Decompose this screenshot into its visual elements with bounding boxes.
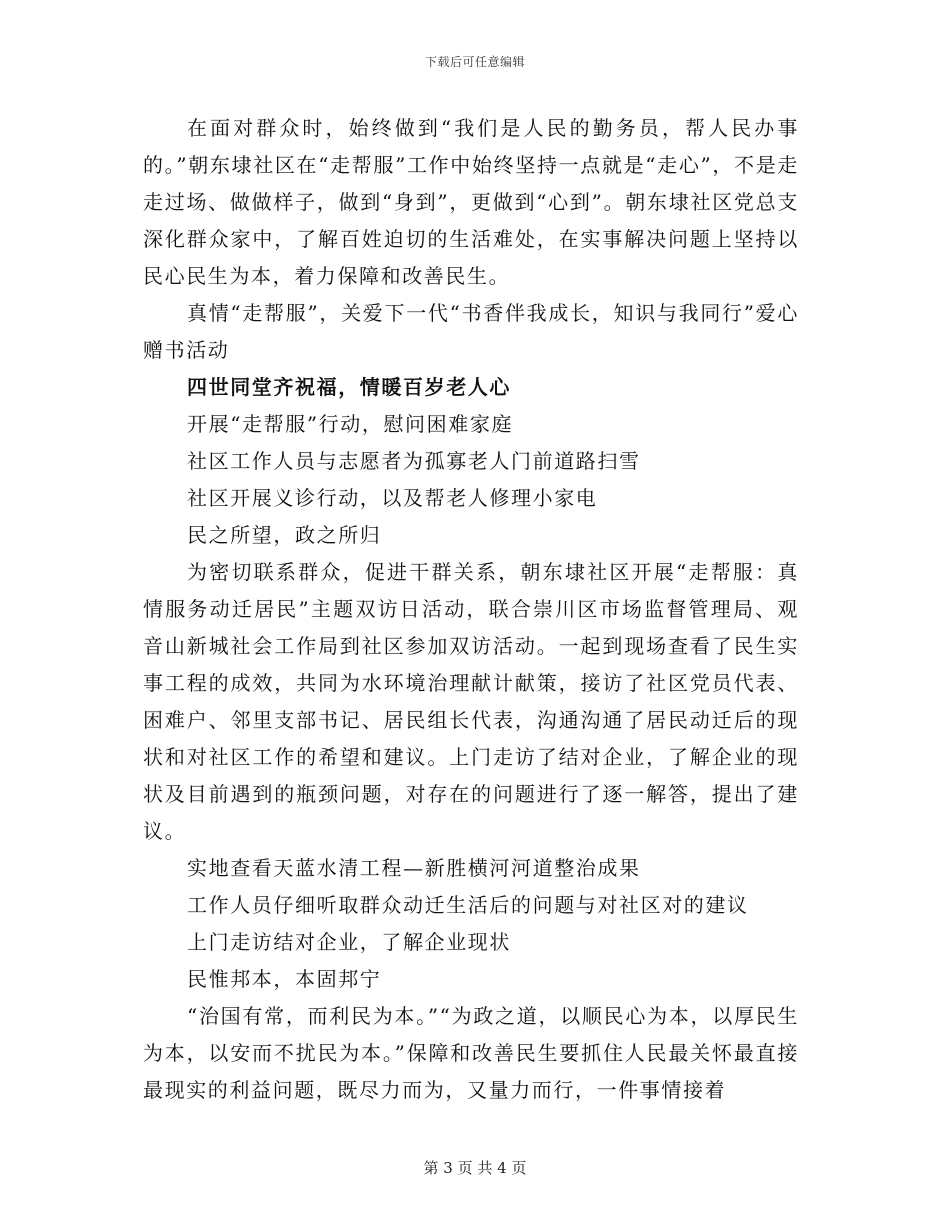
- paragraph: 民惟邦本，本固邦宁: [187, 967, 382, 991]
- paragraph: 社区开展义诊行动，以及帮老人修理小家电: [187, 486, 598, 510]
- paragraph: 民之所望，政之所归: [187, 523, 382, 547]
- page-number-footer: 第 3 页 共 4 页: [423, 1159, 527, 1177]
- paragraph: 在面对群众时，始终做到“我们是人民的勤务员，帮人民办事的。”朝东埭社区在“走帮服”工作中始终坚持一点就是“走心”，不是走走过场、做做样子，做到“身到”，更做到“心到”。朝东埭社区党总支深化群众家中，了解百姓迫切的生活难处，在实事解决问题上坚持以民心民生为本，着力保障和改善民生。: [143, 116, 799, 288]
- paragraph: “治国有常，而利民为本。”“为政之道，以顺民心为本，以厚民生为本，以安而不扰民为本。”保障和改善民生要抓住人民最关怀最直接最现实的利益问题，既尽力而为，又量力而行，一件事情接着: [143, 1004, 799, 1102]
- paragraph: 工作人员仔细听取群众动迁生活后的问题与对社区对的建议: [187, 893, 749, 917]
- section-heading: 四世同堂齐祝福，情暖百岁老人心: [187, 375, 511, 399]
- paragraph: 社区工作人员与志愿者为孤寡老人门前道路扫雪: [187, 449, 641, 473]
- page-header: 下载后可任意编辑: [424, 55, 525, 69]
- paragraph: 真情“走帮服”，关爱下一代“书香伴我成长，知识与我同行”爱心赠书活动: [143, 301, 799, 362]
- paragraph: 为密切联系群众，促进干群关系，朝东埭社区开展“走帮服：真情服务动迁居民”主题双访日活动，联合崇川区市场监督管理局、观音山新城社会工作局到社区参加双访活动。一起到现场查看了民生实事工程的成效，共同为水环境治理献计献策，接访了社区党员代表、困难户、邻里支部书记、居民组长代表，沟通沟通了居民动迁后的现状和对社区工作的希望和建议。上门走访了结对企业，了解企业的现状及目前遇到的瓶颈问题，对存在的问题进行了逐一解答，提出了建议。: [143, 560, 799, 843]
- paragraph: 上门走访结对企业，了解企业现状: [187, 930, 511, 954]
- document-body: [143, 110, 799, 1109]
- paragraph: 开展“走帮服”行动，慰问困难家庭: [187, 412, 514, 436]
- paragraph: 实地查看天蓝水清工程—新胜横河河道整治成果: [187, 856, 641, 880]
